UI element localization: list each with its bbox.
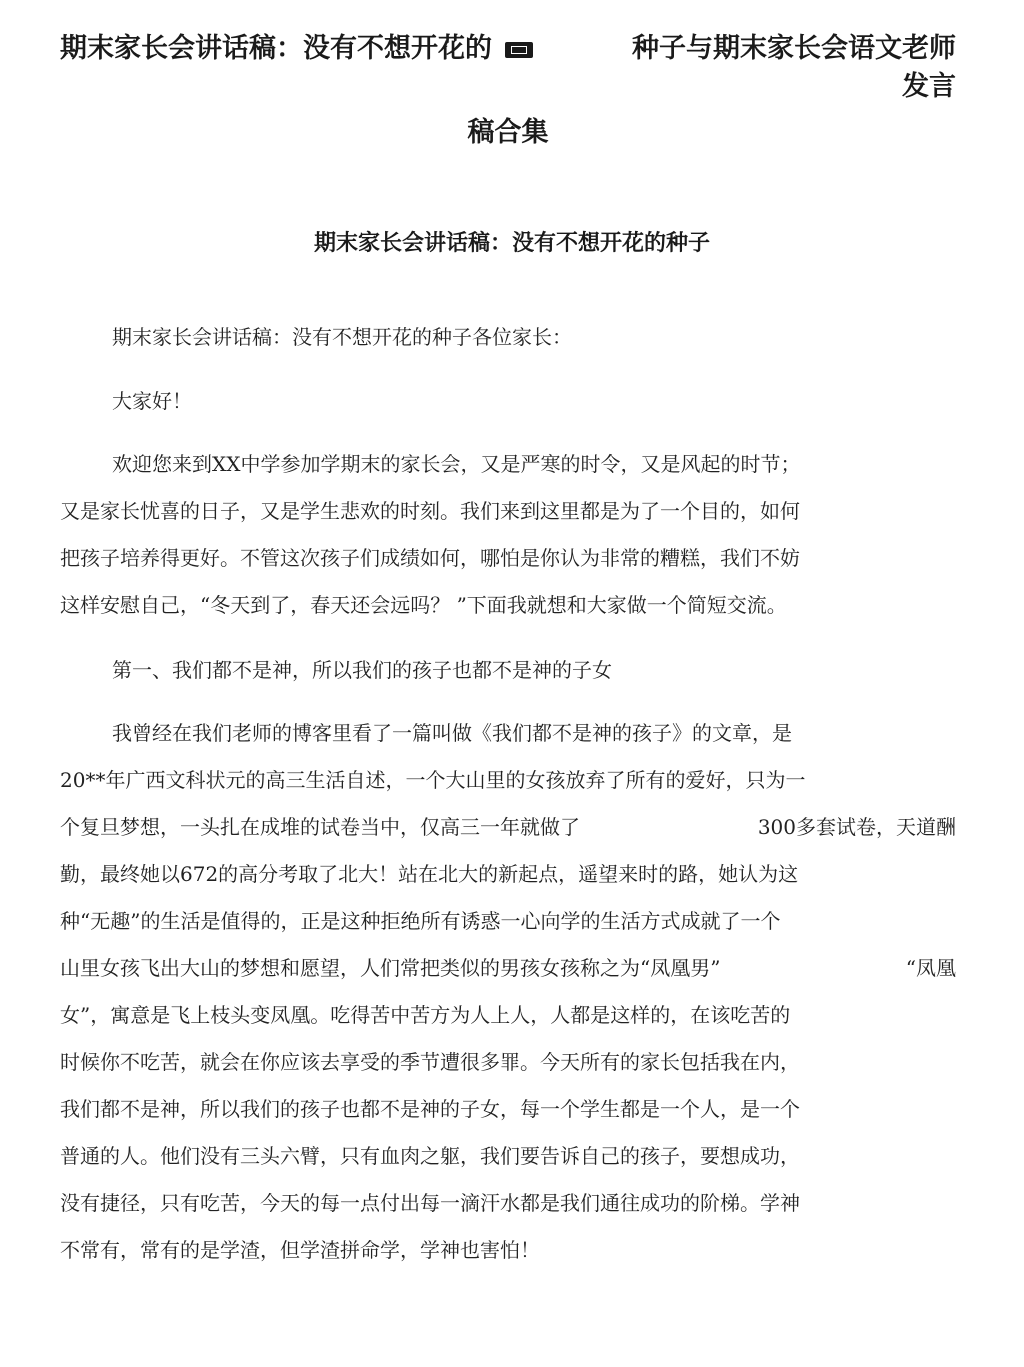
paragraph-line: [60, 804, 956, 851]
film-frame-icon: [505, 42, 533, 58]
title-text-right: 种子与期末家长会语文老师: [632, 33, 956, 64]
paragraph-point-one-heading: [60, 647, 960, 694]
line-segment: 个复旦梦想，一头扎在成堆的试卷当中，仅高三一年就做了: [60, 815, 580, 839]
paragraph-line: 普通的人。他们没有三头六臂，只有血肉之躯，我们要告诉自己的孩子，要想成功，: [60, 1144, 800, 1168]
paragraph-line: 这样安慰自己，“冬天到了，春天还会远吗？ ”下面我就想和大家做一个简短交流。: [60, 593, 787, 617]
paragraph-line: 期末家长会讲话稿：没有不想开花的种子各位家长：: [112, 325, 572, 349]
paragraph-line: 勤，最终她以672的高分考取了北大！站在北大的新起点，遥望来时的路，她认为这: [60, 862, 799, 886]
paragraph-line: 我曾经在我们老师的博客里看了一篇叫做《我们都不是神的孩子》的文章，是: [112, 721, 792, 745]
paragraph-line: 欢迎您来到XX中学参加学期末的家长会，又是严寒的时令，又是风起的时节；: [112, 452, 801, 476]
document-title-line-1: [60, 26, 956, 65]
paragraph-welcome: [60, 441, 960, 629]
paragraph-line: 时候你不吃苦，就会在你应该去享受的季节遭很多罪。今天所有的家长包括我在内，: [60, 1050, 800, 1074]
paragraph-line: [60, 945, 956, 992]
document-title-line-2: 发言: [902, 71, 956, 102]
section-heading: 期末家长会讲话稿：没有不想开花的种子: [313, 231, 710, 256]
paragraph-line: 大家好！: [112, 389, 192, 413]
paragraph-line: 第一、我们都不是神，所以我们的孩子也都不是神的子女: [112, 658, 612, 682]
line-segment: 300多套试卷，天道酬: [757, 815, 956, 839]
paragraph-line: 20**年广西文科状元的高三生活自述，一个大山里的女孩放弃了所有的爱好，只为一: [60, 768, 806, 792]
title-part-left: [60, 26, 537, 65]
title-text-left: 期末家长会讲话稿：没有不想开花的: [60, 33, 492, 64]
paragraph-body: [60, 710, 960, 1274]
document-title-line-3: 稿合集: [467, 117, 549, 148]
paragraph-line: 种“无趣”的生活是值得的，正是这种拒绝所有诱惑一心向学的生活方式成就了一个: [60, 909, 781, 933]
paragraph-greeting: [60, 314, 960, 361]
paragraph-line: 不常有，常有的是学渣，但学渣拼命学，学神也害怕！: [60, 1238, 540, 1262]
paragraph-line: 女”，寓意是飞上枝头变凤凰。吃得苦中苦方为人上人，人都是这样的，在该吃苦的: [60, 1003, 791, 1027]
line-segment: “凤凰: [905, 956, 956, 980]
paragraph-line: 把孩子培养得更好。不管这次孩子们成绩如何，哪怕是你认为非常的糟糕，我们不妨: [60, 546, 800, 570]
paragraph-line: 没有捷径，只有吃苦，今天的每一点付出每一滴汗水都是我们通往成功的阶梯。学神: [60, 1191, 800, 1215]
paragraph-hello: [60, 378, 960, 425]
paragraph-line: 我们都不是神，所以我们的孩子也都不是神的子女，每一个学生都是一个人，是一个: [60, 1097, 800, 1121]
paragraph-line: 又是家长忧喜的日子，又是学生悲欢的时刻。我们来到这里都是为了一个目的，如何: [60, 499, 800, 523]
line-segment: 山里女孩飞出大山的梦想和愿望，人们常把类似的男孩女孩称之为“凤凰男”: [60, 956, 721, 980]
